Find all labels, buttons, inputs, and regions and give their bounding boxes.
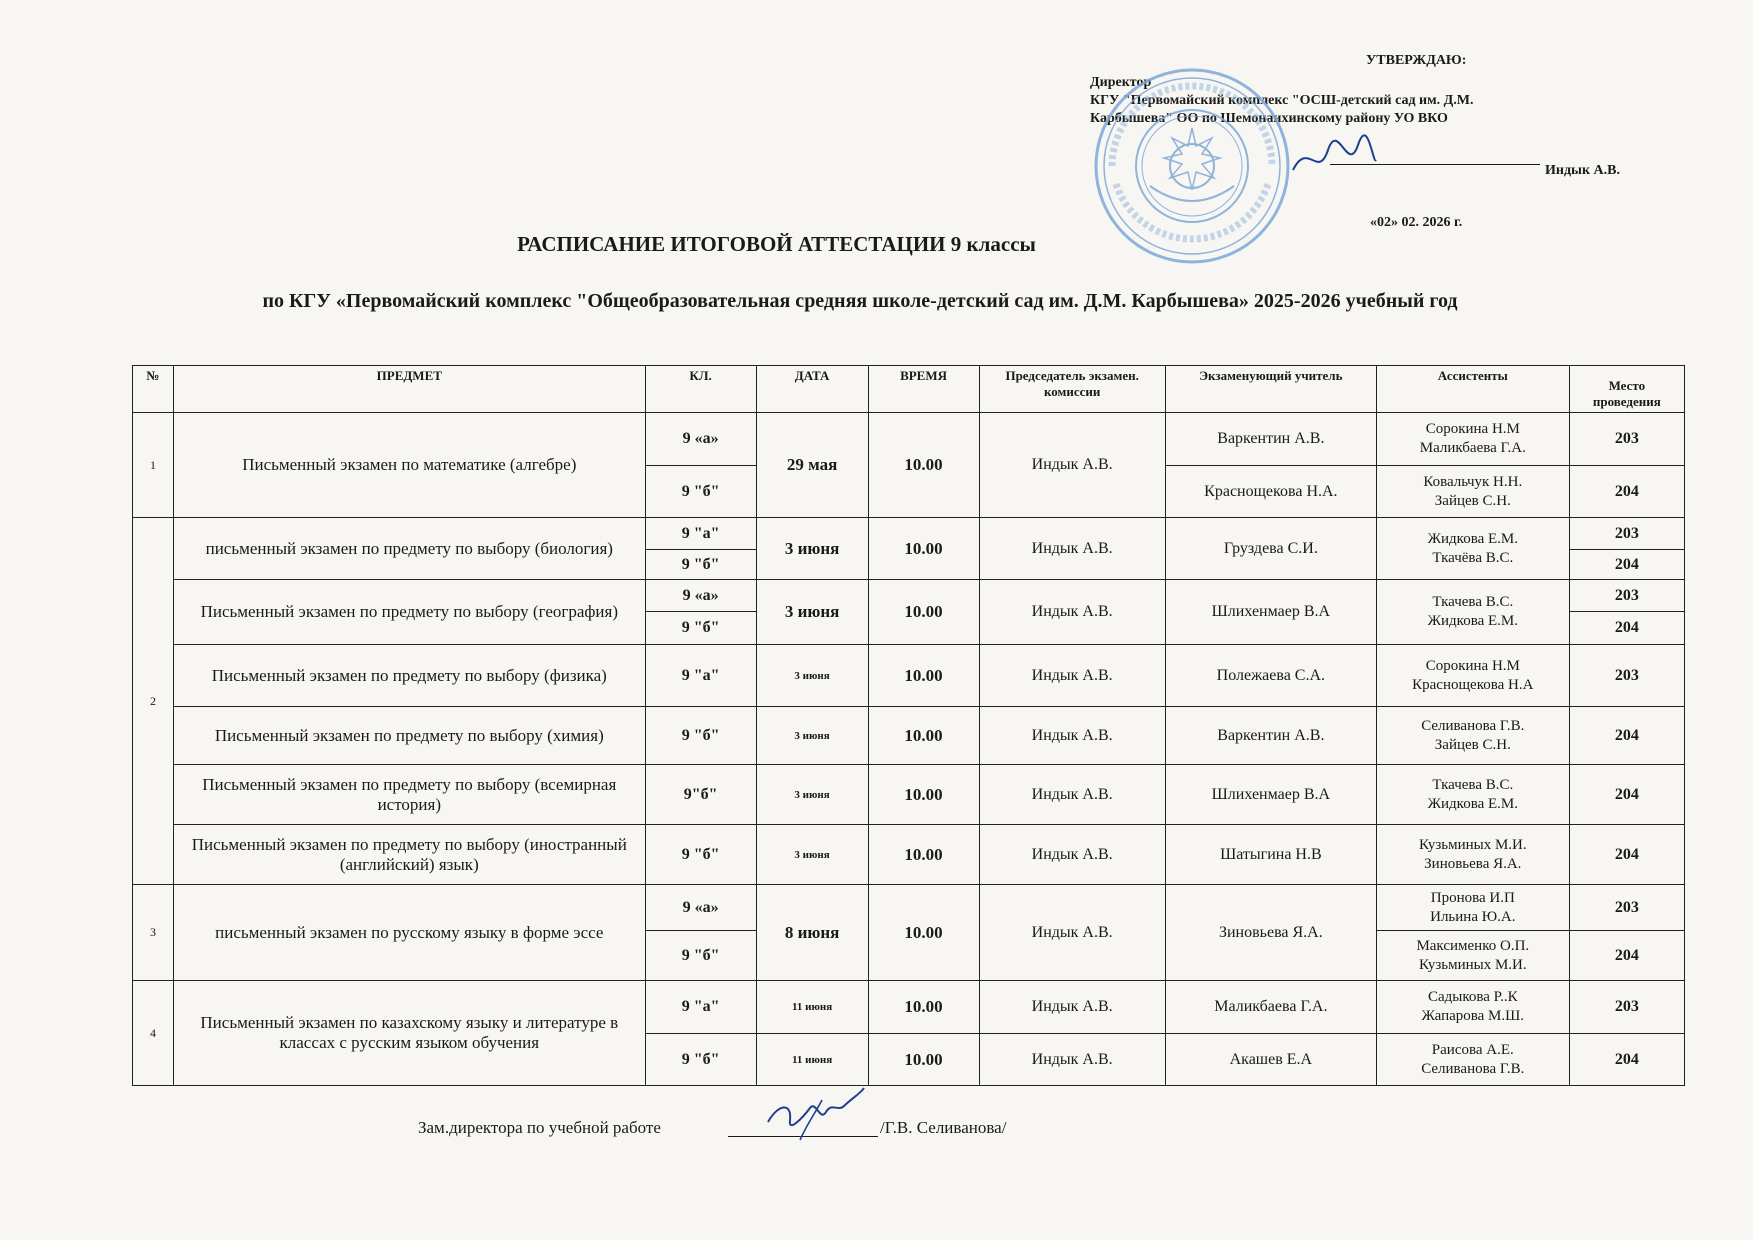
row-teacher: Акашев Е.А — [1165, 1034, 1376, 1086]
row-room: 204 — [1569, 466, 1684, 518]
row-subject: Письменный экзамен по предмету по выбору (география) — [173, 580, 645, 645]
row-teacher: Маликбаева Г.А. — [1165, 981, 1376, 1034]
row-room: 204 — [1569, 825, 1684, 885]
row-class: 9 "б" — [645, 707, 756, 765]
row-time: 10.00 — [868, 645, 979, 707]
page-subtitle: по КГУ «Первомайский комплекс "Общеобразовательная средняя школе-детский сад им. Д.М. Карбышева» 2025-2026 учебный год — [262, 290, 1458, 312]
table-row — [133, 885, 1685, 931]
row-time: 10.00 — [868, 765, 979, 825]
assistant-1: Пронова И.П — [1430, 889, 1515, 906]
assistant-2: Жидкова Е.М. — [1427, 613, 1518, 629]
row-num: 3 — [133, 885, 174, 981]
footer-name: /Г.В. Селиванова/ — [880, 1118, 1007, 1137]
header-teacher: Экзаменующий учитель — [1165, 366, 1376, 413]
row-class: 9 «а» — [645, 413, 756, 466]
approval-director-name: Индык А.В. — [1545, 163, 1620, 178]
row-class: 9 «а» — [645, 885, 756, 931]
assistant-2: Маликбаева Г.А. — [1419, 440, 1526, 456]
assistant-1: Сорокина Н.М — [1425, 657, 1520, 674]
row-subject: Письменный экзамен по предмету по выбору (всемирная история) — [173, 765, 645, 825]
assistant-1: Жидкова Е.М. — [1427, 530, 1518, 547]
table-row — [133, 413, 1685, 466]
row-room: 203 — [1569, 518, 1684, 550]
row-assistants — [1376, 707, 1569, 765]
header-room: Место проведения — [1569, 366, 1684, 413]
row-assistants — [1376, 413, 1569, 466]
director-signature-icon — [1288, 130, 1378, 190]
header-time: ВРЕМЯ — [868, 366, 979, 413]
row-chair: Индык А.В. — [979, 825, 1165, 885]
assistant-2: Жидкова Е.М. — [1427, 795, 1518, 812]
row-chair: Индык А.В. — [979, 981, 1165, 1034]
row-time: 10.00 — [868, 981, 979, 1034]
row-assistants — [1376, 1034, 1569, 1086]
row-time: 10.00 — [868, 413, 979, 518]
row-subject: Письменный экзамен по казахскому языку и литературе в классах с русским языком обучения — [173, 981, 645, 1086]
approval-position: Директор — [1090, 75, 1152, 90]
header-subject: ПРЕДМЕТ — [173, 366, 645, 413]
row-class: 9"б" — [645, 765, 756, 825]
row-date: 8 июня — [756, 885, 868, 981]
deputy-signature-icon — [760, 1082, 870, 1144]
row-teacher: Шлихенмаер В.А — [1165, 580, 1376, 645]
row-teacher: Зиновьева Я.А. — [1165, 885, 1376, 981]
row-class: 9 "б" — [645, 550, 756, 580]
row-num: 1 — [133, 413, 174, 518]
row-teacher: Груздева С.И. — [1165, 518, 1376, 580]
row-teacher: Шлихенмаер В.А — [1165, 765, 1376, 825]
row-chair: Индык А.В. — [979, 413, 1165, 518]
assistant-1: Ковальчук Н.Н. — [1423, 473, 1523, 490]
table-row — [133, 645, 1685, 707]
header-date: ДАТА — [756, 366, 868, 413]
assistant-2: Ткачёва В.С. — [1432, 549, 1514, 566]
row-assistants — [1376, 931, 1569, 981]
row-chair: Индык А.В. — [979, 765, 1165, 825]
row-chair: Индык А.В. — [979, 1034, 1165, 1086]
assistant-1: Селиванова Г.В. — [1421, 717, 1525, 734]
assistant-1: Кузьминых М.И. — [1418, 836, 1527, 853]
schedule-table — [132, 365, 1685, 1086]
header-assistants: Ассистенты — [1376, 366, 1569, 413]
table-row — [133, 825, 1685, 885]
page-title — [0, 232, 1753, 257]
table-header-row — [133, 366, 1685, 413]
row-class: 9 "а" — [645, 518, 756, 550]
row-assistants — [1376, 580, 1569, 645]
row-assistants — [1376, 825, 1569, 885]
assistant-2: Жапарова М.Ш. — [1421, 1008, 1525, 1024]
row-room: 203 — [1569, 645, 1684, 707]
header-num: № — [133, 366, 174, 413]
row-room: 203 — [1569, 885, 1684, 931]
row-date: 11 июня — [756, 981, 868, 1034]
assistant-2: Зайцев С.Н. — [1434, 736, 1511, 753]
row-date: 29 мая — [756, 413, 868, 518]
row-room: 203 — [1569, 580, 1684, 612]
row-num: 4 — [133, 981, 174, 1086]
row-chair: Индык А.В. — [979, 645, 1165, 707]
row-room: 204 — [1569, 612, 1684, 645]
row-assistants — [1376, 518, 1569, 580]
assistant-1: Ткачева В.С. — [1432, 776, 1514, 793]
row-chair: Индык А.В. — [979, 885, 1165, 981]
assistant-2: Зайцев С.Н. — [1434, 492, 1511, 509]
assistant-2: Селиванова Г.В. — [1421, 1060, 1525, 1077]
row-subject: письменный экзамен по русскому языку в форме эссе — [173, 885, 645, 981]
row-time: 10.00 — [868, 885, 979, 981]
row-date: 3 июня — [756, 580, 868, 645]
assistant-2: Ильина Ю.А. — [1430, 908, 1516, 925]
row-room: 204 — [1569, 550, 1684, 580]
assistant-1: Садыкова Р..К — [1427, 989, 1518, 1005]
row-date: 3 июня — [756, 825, 868, 885]
table-row — [133, 765, 1685, 825]
row-class: 9 "б" — [645, 825, 756, 885]
row-subject: Письменный экзамен по математике (алгебре) — [173, 413, 645, 518]
table-row — [133, 707, 1685, 765]
approval-org: КГУ "Первомайский комплекс "ОСШ-детский сад им. Д.М. Карбышева" ОО по Шемонаихинскому району УО ВКО — [1090, 93, 1474, 126]
row-subject: Письменный экзамен по предмету по выбору (физика) — [173, 645, 645, 707]
row-class: 9 "б" — [645, 466, 756, 518]
approval-word: УТВЕРЖДАЮ: — [1366, 53, 1467, 68]
row-date: 3 июня — [756, 518, 868, 580]
row-date: 3 июня — [756, 765, 868, 825]
table-row — [133, 518, 1685, 550]
row-room: 204 — [1569, 707, 1684, 765]
row-assistants — [1376, 466, 1569, 518]
row-time: 10.00 — [868, 825, 979, 885]
table-row — [133, 981, 1685, 1034]
assistant-2: Зиновьева Я.А. — [1424, 855, 1522, 872]
assistant-1: Сорокина Н.М — [1425, 421, 1520, 437]
page-title-text: РАСПИСАНИЕ ИТОГОВОЙ АТТЕСТАЦИИ 9 классы — [517, 232, 1036, 256]
row-date: 3 июня — [756, 707, 868, 765]
row-assistants — [1376, 765, 1569, 825]
row-num: 2 — [133, 518, 174, 885]
row-teacher: Краснощекова Н.А. — [1165, 466, 1376, 518]
row-teacher: Шатыгина Н.В — [1165, 825, 1376, 885]
row-chair: Индык А.В. — [979, 707, 1165, 765]
row-chair: Индык А.В. — [979, 580, 1165, 645]
row-subject: Письменный экзамен по предмету по выбору (иностранный (английский) язык) — [173, 825, 645, 885]
row-room: 204 — [1569, 931, 1684, 981]
row-assistants — [1376, 645, 1569, 707]
approval-date: «02» 02. 2026 г. — [1370, 215, 1463, 230]
row-room: 204 — [1569, 765, 1684, 825]
row-subject: письменный экзамен по предмету по выбору (биология) — [173, 518, 645, 580]
row-teacher: Полежаева С.А. — [1165, 645, 1376, 707]
row-chair: Индык А.В. — [979, 518, 1165, 580]
row-time: 10.00 — [868, 580, 979, 645]
assistant-1: Ткачева В.С. — [1432, 594, 1514, 610]
row-class: 9 "б" — [645, 612, 756, 645]
assistant-2: Краснощекова Н.А — [1412, 676, 1534, 693]
footer-position: Зам.директора по учебной работе — [418, 1118, 661, 1137]
row-time: 10.00 — [868, 1034, 979, 1086]
row-class: 9 «а» — [645, 580, 756, 612]
row-class: 9 "а" — [645, 645, 756, 707]
row-subject: Письменный экзамен по предмету по выбору (химия) — [173, 707, 645, 765]
row-room: 203 — [1569, 981, 1684, 1034]
row-room: 204 — [1569, 1034, 1684, 1086]
header-chair: Председатель экзамен. комиссии — [979, 366, 1165, 413]
header-class: КЛ. — [645, 366, 756, 413]
row-assistants — [1376, 885, 1569, 931]
row-date: 11 июня — [756, 1034, 868, 1086]
row-time: 10.00 — [868, 518, 979, 580]
assistant-1: Раисова А.Е. — [1431, 1041, 1514, 1058]
row-class: 9 "б" — [645, 1034, 756, 1086]
table-row — [133, 580, 1685, 612]
row-assistants — [1376, 981, 1569, 1034]
row-time: 10.00 — [868, 707, 979, 765]
row-date: 3 июня — [756, 645, 868, 707]
row-class: 9 "а" — [645, 981, 756, 1034]
row-teacher: Варкентин А.В. — [1165, 413, 1376, 466]
row-teacher: Варкентин А.В. — [1165, 707, 1376, 765]
row-class: 9 "б" — [645, 931, 756, 981]
assistant-2: Кузьминых М.И. — [1418, 956, 1527, 973]
row-room: 203 — [1569, 413, 1684, 466]
assistant-1: Максименко О.П. — [1416, 937, 1530, 954]
